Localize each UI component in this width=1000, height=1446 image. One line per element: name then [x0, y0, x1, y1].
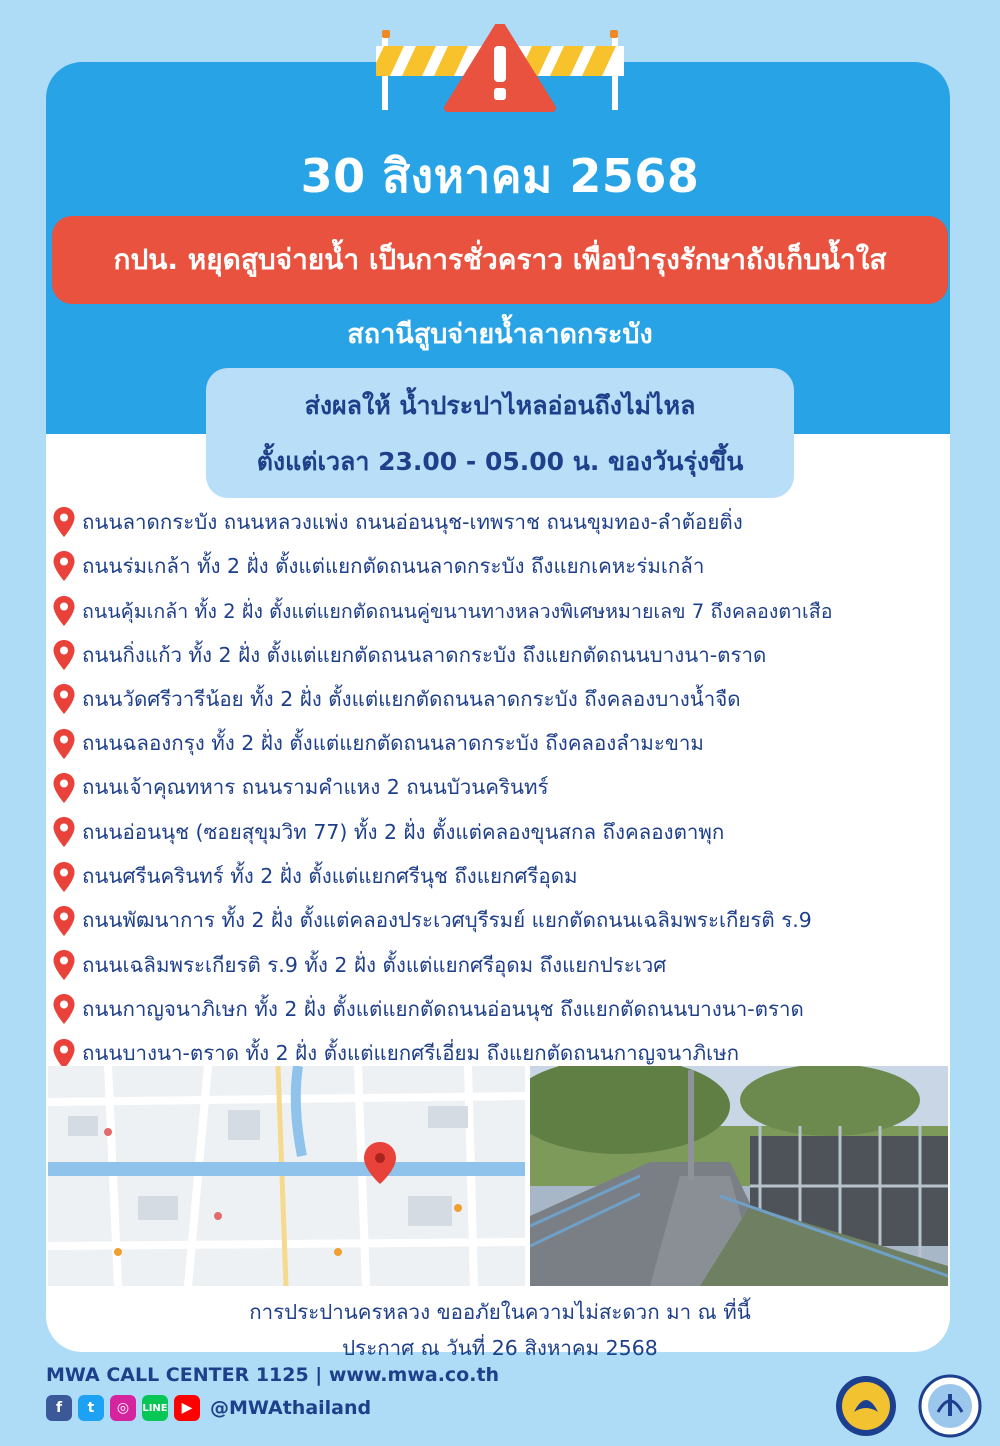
photo-graphic: [530, 1066, 948, 1286]
effect-time: ตั้งแต่เวลา 23.00 - 05.00 น. ของวันรุ่งขึ้น: [256, 447, 744, 476]
location-pin-icon: [52, 595, 76, 627]
effect-line-1: ส่งผลให้ น้ำประปาไหลอ่อนถึงไม่ไหล: [304, 391, 696, 420]
announcement-date: 30 สิงหาคม 2568: [300, 149, 700, 203]
apology-text: การประปานครหลวง ขออภัยในความไม่สะดวก มา ณ ที่นี้: [249, 1300, 751, 1324]
list-item: [52, 766, 962, 810]
list-item: [52, 854, 962, 898]
road-text: ถนนลาดกระบัง ถนนหลวงแพ่ง ถนนอ่อนนุช-เทพราช ถนนขุมทอง-ลำต้อยติ่ง: [82, 509, 743, 534]
youtube-icon[interactable]: ▶: [174, 1395, 200, 1421]
list-item: [52, 544, 962, 588]
list-item: [52, 721, 962, 765]
map-graphic: [48, 1066, 525, 1286]
list-item: [52, 987, 962, 1031]
effect-box: [206, 368, 794, 498]
instagram-icon[interactable]: ◎: [110, 1395, 136, 1421]
government-emblem-icon: [836, 1376, 896, 1436]
social-links: [46, 1395, 371, 1421]
list-item: [52, 633, 962, 677]
road-text: ถนนวัดศรีวารีน้อย ทั้ง 2 ฝั่ง ตั้งแต่แยกตัดถนนลาดกระบัง ถึงคลองบางน้ำจืด: [82, 686, 741, 711]
road-text: ถนนคุ้มเกล้า ทั้ง 2 ฝั่ง ตั้งแต่แยกตัดถนนคู่ขนานทางหลวงพิเศษหมายเลข 7 ถึงคลองตาเสือ: [82, 599, 833, 623]
list-item: [52, 500, 962, 544]
location-pin-icon: [52, 506, 76, 538]
location-pin-icon: [52, 772, 76, 804]
road-text: ถนนร่มเกล้า ทั้ง 2 ฝั่ง ตั้งแต่แยกตัดถนนลาดกระบัง ถึงแยกเคหะร่มเกล้า: [82, 553, 705, 578]
station-name: สถานีสูบจ่ายน้ำลาดกระบัง: [347, 319, 653, 350]
list-item: [52, 589, 962, 633]
twitter-icon[interactable]: t: [78, 1395, 104, 1421]
road-text: ถนนเจ้าคุณทหาร ถนนรามคำแหง 2 ถนนบัวนครินทร์: [82, 775, 549, 800]
organization-logos: [832, 1360, 1000, 1446]
suspension-banner: กปน. หยุดสูบจ่ายน้ำ เป็นการชั่วคราว เพื่อบำรุงรักษาถังเก็บน้ำใส: [52, 216, 948, 304]
line-icon[interactable]: LINE: [142, 1395, 168, 1421]
location-pin-icon: [52, 550, 76, 582]
road-text: ถนนพัฒนาการ ทั้ง 2 ฝั่ง ตั้งแต่คลองประเวศบุรีรมย์ แยกตัดถนนเฉลิมพระเกียรติ ร.9: [82, 908, 812, 933]
location-pin-icon: [52, 683, 76, 715]
station-map-image: [48, 1066, 525, 1286]
location-pin-icon: [52, 993, 76, 1025]
road-text: ถนนเฉลิมพระเกียรติ ร.9 ทั้ง 2 ฝั่ง ตั้งแต่แยกศรีอุดม ถึงแยกประเวศ: [82, 952, 667, 977]
list-item: [52, 810, 962, 854]
location-pin-icon: [52, 949, 76, 981]
location-pin-icon: [52, 905, 76, 937]
social-handle[interactable]: @MWAthailand: [210, 1397, 372, 1419]
road-text: ถนนอ่อนนุช (ซอยสุขุมวิท 77) ทั้ง 2 ฝั่ง ตั้งแต่คลองขุนสกล ถึงคลองตาพุก: [82, 819, 725, 844]
road-barrier-warning-icon: [376, 24, 624, 114]
location-pin-icon: [52, 728, 76, 760]
location-pin-icon: [52, 1038, 76, 1070]
location-pin-icon: [52, 639, 76, 671]
road-text: ถนนฉลองกรุง ทั้ง 2 ฝั่ง ตั้งแต่แยกตัดถนนลาดกระบัง ถึงคลองลำมะขาม: [82, 731, 704, 756]
facebook-icon[interactable]: f: [46, 1395, 72, 1421]
station-street-photo: [530, 1066, 948, 1286]
list-item: [52, 677, 962, 721]
list-item: [52, 899, 962, 943]
list-item: [52, 943, 962, 987]
location-pin-icon: [52, 816, 76, 848]
affected-roads-list: [52, 500, 962, 1076]
road-text: ถนนศรีนครินทร์ ทั้ง 2 ฝั่ง ตั้งแต่แยกศรีนุช ถึงแยกศรีอุดม: [82, 864, 578, 889]
mwa-logo-icon: [920, 1376, 980, 1436]
location-pin-icon: [52, 861, 76, 893]
announcement-date-text: ประกาศ ณ วันที่ 26 สิงหาคม 2568: [342, 1336, 658, 1360]
call-center-text: MWA CALL CENTER 1125 | www.mwa.co.th: [46, 1364, 500, 1386]
road-text: ถนนบางนา-ตราด ทั้ง 2 ฝั่ง ตั้งแต่แยกศรีเอี่ยม ถึงแยกตัดถนนกาญจนาภิเษก: [82, 1041, 740, 1066]
road-text: ถนนกิ่งแก้ว ทั้ง 2 ฝั่ง ตั้งแต่แยกตัดถนนลาดกระบัง ถึงแยกตัดถนนบางนา-ตราด: [82, 642, 767, 667]
road-text: ถนนกาญจนาภิเษก ทั้ง 2 ฝั่ง ตั้งแต่แยกตัดถนนอ่อนนุช ถึงแยกตัดถนนบางนา-ตราด: [82, 996, 804, 1021]
